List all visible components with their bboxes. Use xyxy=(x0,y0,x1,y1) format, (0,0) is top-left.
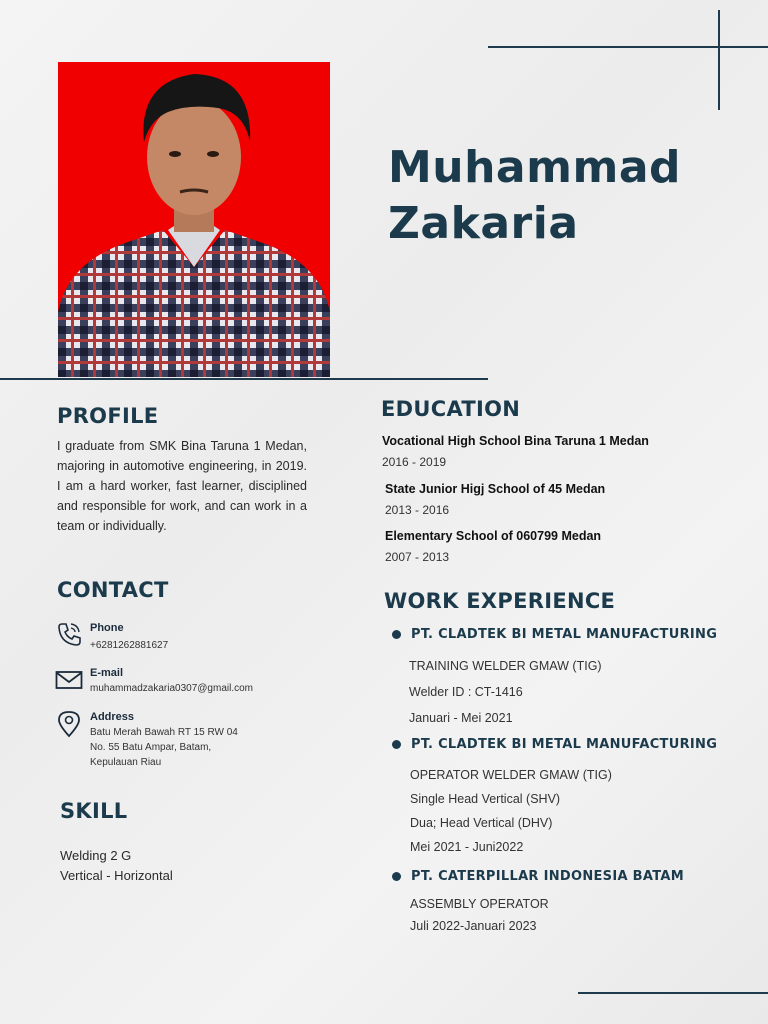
work-experience-heading: WORK EXPERIENCE xyxy=(384,589,616,613)
job-line: Dua; Head Vertical (DHV) xyxy=(410,816,553,830)
skill-item: Vertical - Horizontal xyxy=(60,868,173,883)
job-line: OPERATOR WELDER GMAW (TIG) xyxy=(410,768,612,782)
job-line: Januari - Mei 2021 xyxy=(409,711,513,725)
photo-underline xyxy=(0,378,488,380)
job-line: ASSEMBLY OPERATOR xyxy=(410,897,549,911)
job-line: Welder ID : CT-1416 xyxy=(409,685,523,699)
education-school: State Junior Higj School of 45 Medan xyxy=(385,482,606,496)
skill-item: Welding 2 G xyxy=(60,848,132,863)
job-line: Juli 2022-Januari 2023 xyxy=(410,919,537,933)
company-name: PT. CLADTEK BI METAL MANUFACTURING xyxy=(411,627,718,642)
bullet-icon xyxy=(392,740,401,749)
phone-label: Phone xyxy=(90,622,124,634)
email-value: muhammadzakaria0307@gmail.com xyxy=(90,683,253,694)
company-name: PT. CATERPILLAR INDONESIA BATAM xyxy=(411,869,684,884)
job-line: Single Head Vertical (SHV) xyxy=(410,792,561,806)
address-line-2: No. 55 Batu Ampar, Batam, xyxy=(90,742,212,753)
bullet-icon xyxy=(392,872,401,881)
job-details xyxy=(409,653,602,731)
contact-heading: CONTACT xyxy=(57,578,169,602)
phone-value: +6281262881627 xyxy=(90,640,169,651)
skill-list xyxy=(60,846,173,886)
address-line-3: Kepulauan Riau xyxy=(90,757,162,768)
full-name xyxy=(388,140,681,252)
address-label: Address xyxy=(90,711,135,723)
education-school: Elementary School of 060799 Medan xyxy=(385,529,602,543)
job-line: TRAINING WELDER GMAW (TIG) xyxy=(409,659,602,673)
company-name: PT. CLADTEK BI METAL MANUFACTURING xyxy=(411,737,718,752)
phone-icon xyxy=(56,621,82,652)
education-years: 2007 - 2013 xyxy=(385,550,450,564)
bottom-right-line xyxy=(578,992,768,994)
profile-text: I graduate from SMK Bina Taruna 1 Medan, majoring in automotive engineering, in 2019. I am a hard worker, fast learner, disciplined and responsible for work, and can work in a team or individually. xyxy=(57,439,307,533)
profile-heading: PROFILE xyxy=(57,404,159,428)
address-line-1: Batu Merah Bawah RT 15 RW 04 xyxy=(90,727,238,738)
education-school: Vocational High School Bina Taruna 1 Medan xyxy=(382,434,649,448)
skill-heading: SKILL xyxy=(60,799,128,823)
email-icon xyxy=(55,670,83,695)
profile-photo xyxy=(58,62,330,377)
location-pin-icon xyxy=(57,710,81,743)
email-label: E-mail xyxy=(90,667,124,679)
top-right-horizontal-line xyxy=(488,46,768,48)
job-details xyxy=(410,763,612,859)
job-details xyxy=(410,893,549,937)
last-name: Zakaria xyxy=(388,198,579,249)
education-years: 2013 - 2016 xyxy=(385,503,450,517)
education-years: 2016 - 2019 xyxy=(382,455,447,469)
first-name: Muhammad xyxy=(388,142,682,193)
address-value xyxy=(90,725,238,770)
top-right-vertical-line xyxy=(718,10,720,110)
education-heading: EDUCATION xyxy=(381,397,521,421)
job-line: Mei 2021 - Juni2022 xyxy=(410,840,524,854)
person-illustration xyxy=(58,62,330,377)
bullet-icon xyxy=(392,630,401,639)
